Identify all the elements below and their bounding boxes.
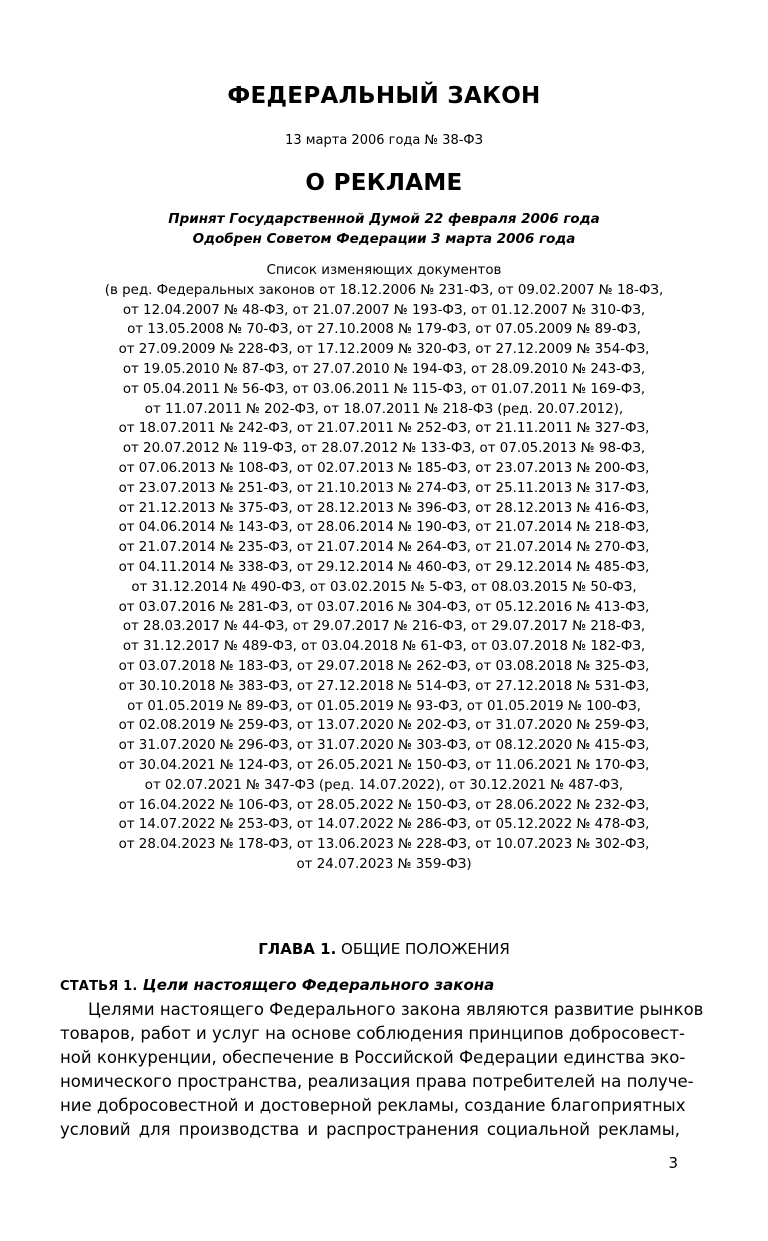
amendment-line: от 12.04.2007 № 48-ФЗ, от 21.07.2007 № 193-ФЗ, от 01.12.2007 № 310-ФЗ, xyxy=(122,302,646,318)
amendment-line: от 28.03.2017 № 44-ФЗ, от 29.07.2017 № 216-ФЗ, от 29.07.2017 № 218-ФЗ, xyxy=(122,619,646,635)
amendment-line: от 19.05.2010 № 87-ФЗ, от 27.07.2010 № 194-ФЗ, от 28.09.2010 № 243-ФЗ, xyxy=(122,361,646,377)
chapter-number: ГЛАВА 1. xyxy=(258,940,337,958)
amendment-line: от 02.08.2019 № 259-ФЗ, от 13.07.2020 № 202-ФЗ, от 31.07.2020 № 259-ФЗ, xyxy=(118,718,650,734)
law-type-heading: ФЕДЕРАЛЬНЫЙ ЗАКОН xyxy=(227,83,541,109)
amendment-line: от 01.05.2019 № 89-ФЗ, от 01.05.2019 № 93-ФЗ, от 01.05.2019 № 100-ФЗ, xyxy=(127,698,641,714)
amendments-heading: Список изменяющих документов xyxy=(266,263,502,278)
amendment-line: от 24.07.2023 № 359-ФЗ) xyxy=(296,856,472,872)
approved-by-council: Одобрен Советом Федерации 3 марта 2006 года xyxy=(192,231,576,247)
amendment-line: от 30.04.2021 № 124-ФЗ, от 26.05.2021 № 150-ФЗ, от 11.06.2021 № 170-ФЗ, xyxy=(118,757,650,773)
amendment-line: от 31.07.2020 № 296-ФЗ, от 31.07.2020 № 303-ФЗ, от 08.12.2020 № 415-ФЗ, xyxy=(118,738,650,754)
amendment-line: от 18.07.2011 № 242-ФЗ, от 21.07.2011 № 252-ФЗ, от 21.11.2011 № 327-ФЗ, xyxy=(118,421,650,437)
law-date-number: 13 марта 2006 года № 38-ФЗ xyxy=(285,133,483,148)
amendments-list xyxy=(60,261,708,875)
amendment-line: от 31.12.2014 № 490-ФЗ, от 03.02.2015 № 5-ФЗ, от 08.03.2015 № 50-ФЗ, xyxy=(131,579,637,595)
body-line: номического пространства, реализация права потребителей на получе- xyxy=(60,1072,694,1091)
amendment-line: от 03.07.2018 № 183-ФЗ, от 29.07.2018 № 262-ФЗ, от 03.08.2018 № 325-ФЗ, xyxy=(118,658,650,674)
amendment-line: от 02.07.2021 № 347-ФЗ (ред. 14.07.2022), от 30.12.2021 № 487-ФЗ, xyxy=(144,777,624,793)
amendment-line: от 31.12.2017 № 489-ФЗ, от 03.04.2018 № 61-ФЗ, от 03.07.2018 № 182-ФЗ, xyxy=(122,639,646,655)
amendment-line: от 20.07.2012 № 119-ФЗ, от 28.07.2012 № 133-ФЗ, от 07.05.2013 № 98-ФЗ, xyxy=(122,441,646,457)
amendment-line: от 04.06.2014 № 143-ФЗ, от 28.06.2014 № 190-ФЗ, от 21.07.2014 № 218-ФЗ, xyxy=(118,520,650,536)
article-body xyxy=(60,998,704,1142)
law-name-heading: О РЕКЛАМЕ xyxy=(305,170,463,196)
page-number: 3 xyxy=(668,1154,678,1172)
body-line: Целями настоящего Федерального закона являются развитие рынков xyxy=(88,1000,704,1019)
amendment-line: от 03.07.2016 № 281-ФЗ, от 03.07.2016 № 304-ФЗ, от 05.12.2016 № 413-ФЗ, xyxy=(118,599,650,615)
amendment-line: от 27.09.2009 № 228-ФЗ, от 17.12.2009 № 320-ФЗ, от 27.12.2009 № 354-ФЗ, xyxy=(118,342,650,358)
amendment-line: от 07.06.2013 № 108-ФЗ, от 02.07.2013 № 185-ФЗ, от 23.07.2013 № 200-ФЗ, xyxy=(118,460,650,476)
article-number: СТАТЬЯ 1. xyxy=(60,979,138,994)
amendment-line: от 21.12.2013 № 375-ФЗ, от 28.12.2013 № 396-ФЗ, от 28.12.2013 № 416-ФЗ, xyxy=(118,500,650,516)
amendment-line: от 28.04.2023 № 178-ФЗ, от 13.06.2023 № 228-ФЗ, от 10.07.2023 № 302-ФЗ, xyxy=(118,837,650,853)
amendment-line: от 23.07.2013 № 251-ФЗ, от 21.10.2013 № 274-ФЗ, от 25.11.2013 № 317-ФЗ, xyxy=(118,480,650,496)
amendment-line: от 16.04.2022 № 106-ФЗ, от 28.05.2022 № 150-ФЗ, от 28.06.2022 № 232-ФЗ, xyxy=(118,797,650,813)
amendment-line: от 21.07.2014 № 235-ФЗ, от 21.07.2014 № 264-ФЗ, от 21.07.2014 № 270-ФЗ, xyxy=(118,540,650,556)
adopted-by-duma: Принят Государственной Думой 22 февраля 2006 года xyxy=(168,211,600,227)
body-line: ние добросовестной и достоверной рекламы, создание благоприятных xyxy=(60,1096,686,1115)
body-line: товаров, работ и услуг на основе соблюдения принципов добросовест- xyxy=(60,1024,685,1043)
body-line: ной конкуренции, обеспечение в Российской Федерации единства эко- xyxy=(60,1048,686,1067)
article-heading xyxy=(60,976,494,994)
amendment-line: от 13.05.2008 № 70-ФЗ, от 27.10.2008 № 179-ФЗ, от 07.05.2009 № 89-ФЗ, xyxy=(127,322,641,338)
amendment-line: от 14.07.2022 № 253-ФЗ, от 14.07.2022 № 286-ФЗ, от 05.12.2022 № 478-ФЗ, xyxy=(118,817,650,833)
article-title: Цели настоящего Федерального закона xyxy=(137,976,495,994)
chapter-heading xyxy=(0,940,768,958)
amendment-line: от 05.04.2011 № 56-ФЗ, от 03.06.2011 № 115-ФЗ, от 01.07.2011 № 169-ФЗ, xyxy=(122,381,646,397)
amendment-line: от 04.11.2014 № 338-ФЗ, от 29.12.2014 № 460-ФЗ, от 29.12.2014 № 485-ФЗ, xyxy=(118,559,650,575)
body-line: условий для производства и распространения социальной рекламы, xyxy=(60,1120,680,1139)
adoption-info xyxy=(0,209,768,249)
amendment-line: от 11.07.2011 № 202-ФЗ, от 18.07.2011 № 218-ФЗ (ред. 20.07.2012), xyxy=(144,401,624,417)
amendment-line: (в ред. Федеральных законов от 18.12.2006 № 231-ФЗ, от 09.02.2007 № 18-ФЗ, xyxy=(104,282,664,298)
amendment-line: от 30.10.2018 № 383-ФЗ, от 27.12.2018 № 514-ФЗ, от 27.12.2018 № 531-ФЗ, xyxy=(118,678,650,694)
chapter-title: ОБЩИЕ ПОЛОЖЕНИЯ xyxy=(336,940,510,958)
